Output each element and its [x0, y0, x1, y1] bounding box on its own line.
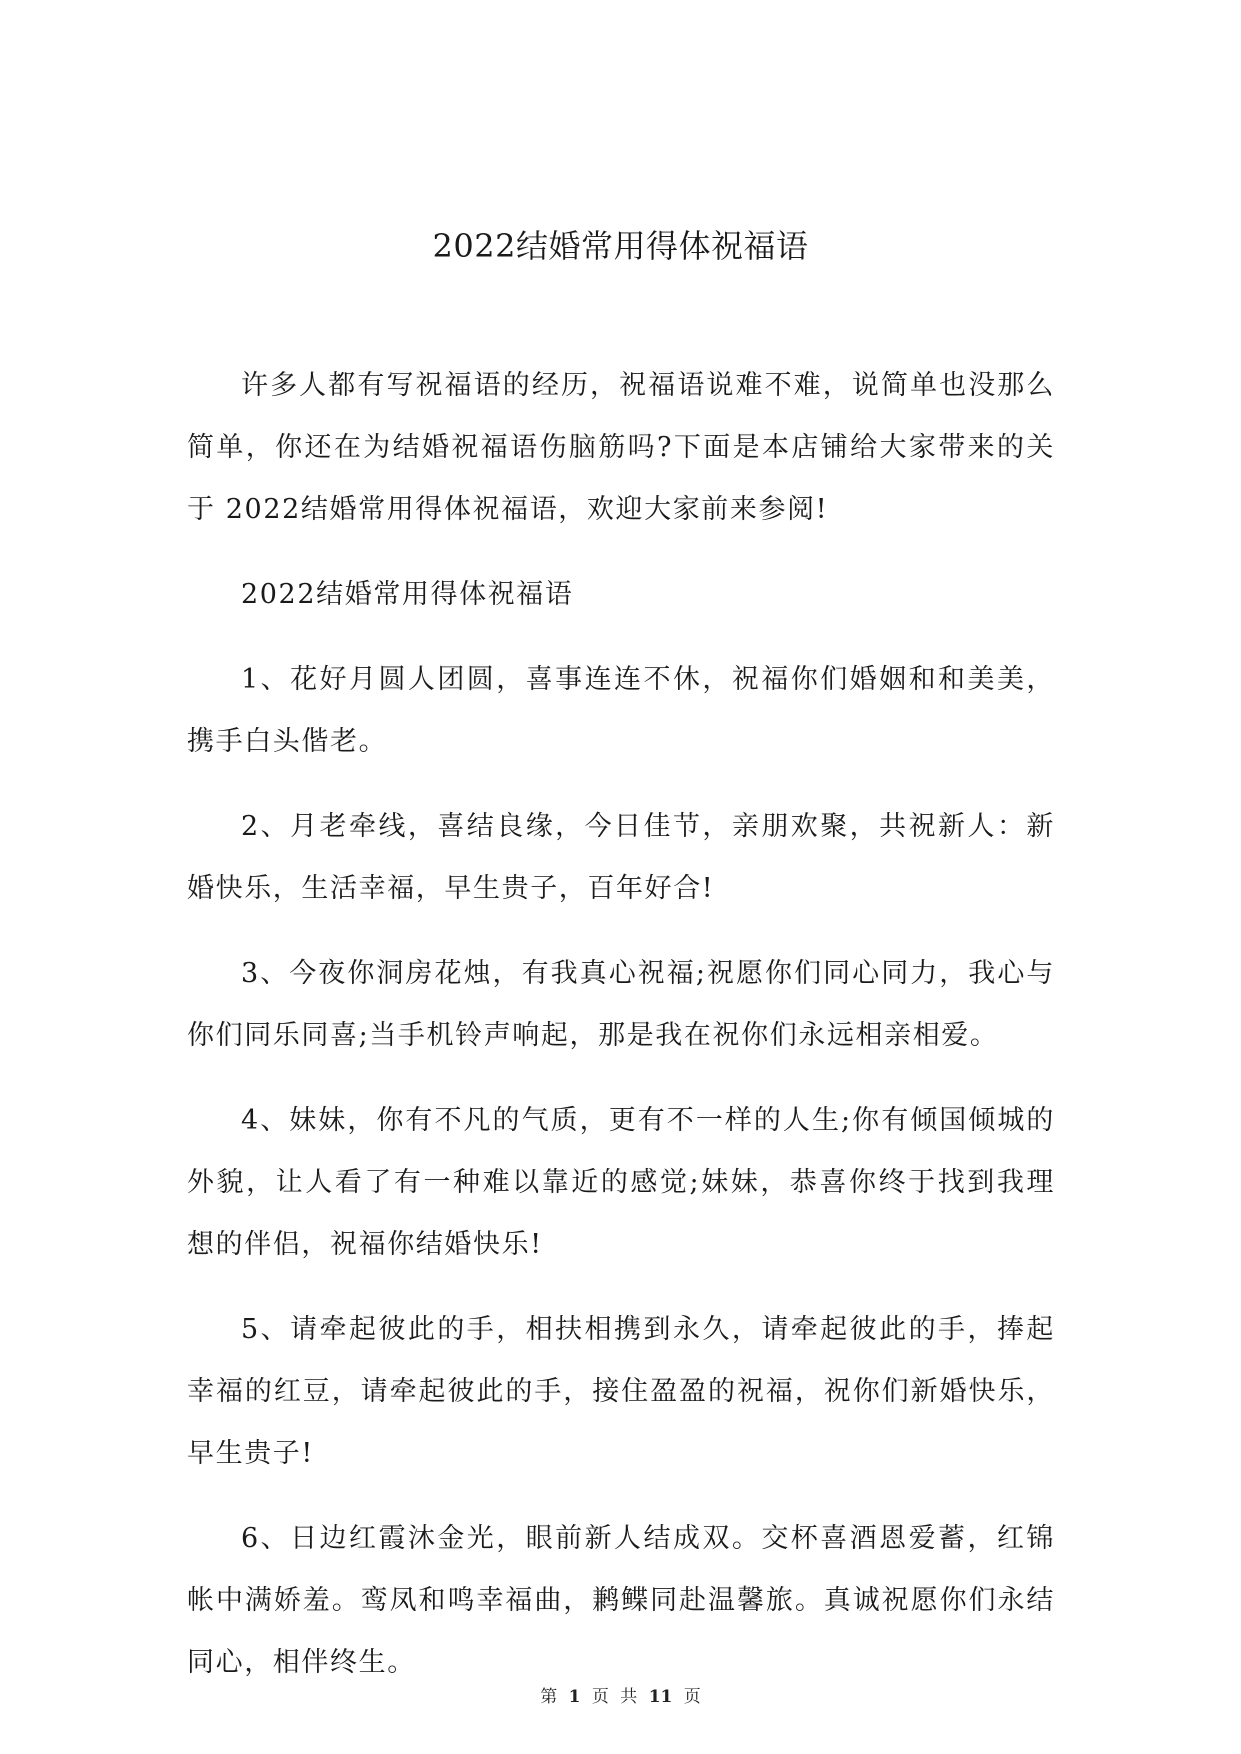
footer-middle: 页 共 [591, 1687, 638, 1707]
section-heading: 2022结婚常用得体祝福语 [241, 579, 574, 610]
footer-prefix: 第 [540, 1687, 558, 1707]
footer-current-page: 1 [568, 1687, 581, 1707]
document-body [187, 355, 1055, 1717]
blessing-item-2: 2、月老牵线，喜结良缘，今日佳节，亲朋欢聚，共祝新人：新婚快乐，生活幸福，早生贵子，百年好合! [187, 811, 1055, 904]
footer-total-pages: 11 [648, 1687, 673, 1707]
blessing-item-3: 3、今夜你洞房花烛，有我真心祝福;祝愿你们同心同力，我心与你们同乐同喜;当手机铃声响起，那是我在祝你们永远相亲相爱。 [187, 958, 1055, 1051]
footer-suffix: 页 [683, 1687, 701, 1707]
blessing-item-5: 5、请牵起彼此的手，相扶相携到永久，请牵起彼此的手，捧起幸福的红豆，请牵起彼此的手，接住盈盈的祝福，祝你们新婚快乐，早生贵子! [187, 1314, 1055, 1469]
intro-paragraph: 许多人都有写祝福语的经历，祝福语说难不难，说简单也没那么简单，你还在为结婚祝福语伤脑筋吗?下面是本店铺给大家带来的关于 2022结婚常用得体祝福语，欢迎大家前来参阅! [187, 370, 1055, 525]
page-footer [0, 1685, 1241, 1709]
blessing-item-4: 4、妹妹，你有不凡的气质，更有不一样的人生;你有倾国倾城的外貌，让人看了有一种难以靠近的感觉;妹妹，恭喜你终于找到我理想的伴侣，祝福你结婚快乐! [187, 1105, 1055, 1260]
blessing-item-1: 1、花好月圆人团圆，喜事连连不休，祝福你们婚姻和和美美，携手白头偕老。 [187, 664, 1055, 757]
blessing-item-6: 6、日边红霞沐金光，眼前新人结成双。交杯喜酒恩爱蓄，红锦帐中满娇羞。鸾凤和鸣幸福曲，鹣鲽同赴温馨旅。真诚祝愿你们永结同心，相伴终生。 [187, 1523, 1055, 1678]
document-title: 2022结婚常用得体祝福语 [432, 227, 809, 265]
